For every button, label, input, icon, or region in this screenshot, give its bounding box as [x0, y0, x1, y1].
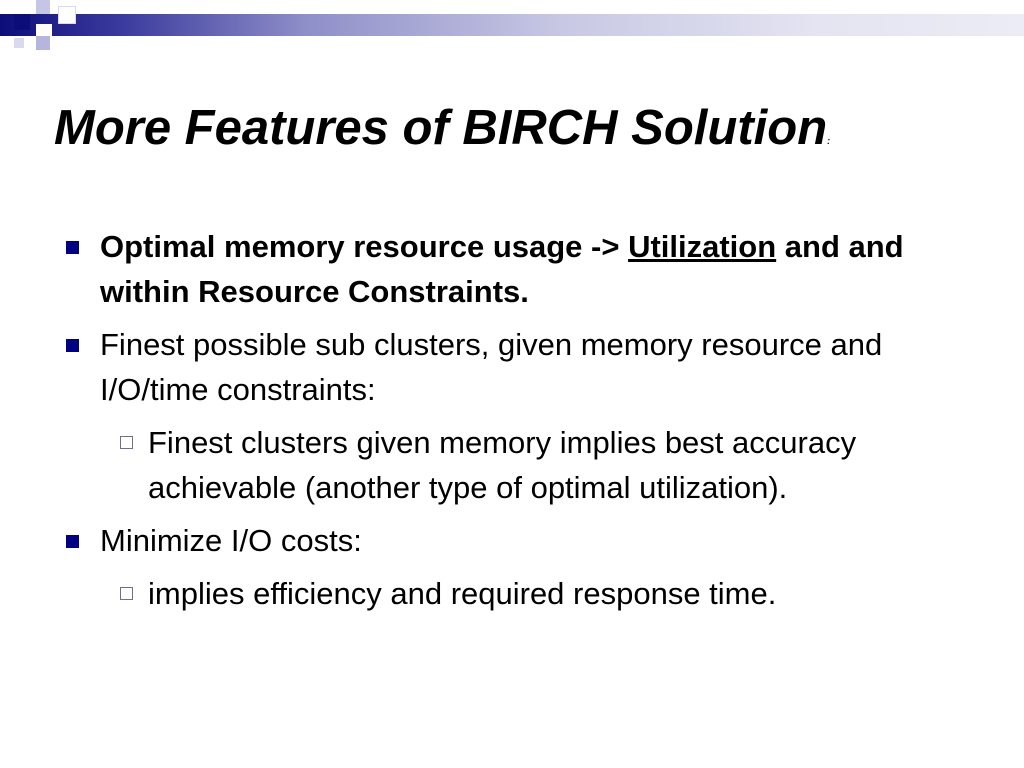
bullet-2-text: Finest possible sub clusters, given memory resource and I/O/time constraints:	[100, 327, 883, 407]
decor-square-navy-1	[14, 14, 30, 30]
decor-square-white-2	[58, 6, 76, 24]
hollow-square-bullet-icon	[120, 587, 133, 600]
bullet-3-text: Minimize I/O costs:	[100, 523, 362, 558]
slide-content	[66, 224, 966, 624]
slide-title-suffix: :	[827, 136, 831, 146]
sub-bullet-3-1-text: implies efficiency and required response time.	[148, 576, 777, 611]
square-bullet-icon	[66, 535, 79, 548]
bullet-item-3	[66, 518, 966, 563]
sub-bullet-item-2-1	[66, 420, 966, 510]
bullet-item-2	[66, 322, 966, 412]
bullet-1-underlined-text: Utilization	[628, 229, 777, 264]
slide-title-text: More Features of BIRCH Solution	[54, 101, 828, 155]
slide-title	[54, 100, 830, 156]
square-bullet-icon	[66, 339, 79, 352]
decor-square-white-3	[36, 24, 52, 36]
bullet-item-1	[66, 224, 966, 314]
decor-square-lavender-3	[14, 38, 24, 48]
decor-square-lavender-1	[36, 0, 50, 14]
header-band	[0, 14, 1024, 36]
bullet-1-text-b: and and within Resource Constraints.	[100, 229, 904, 309]
sub-bullet-2-1-text: Finest clusters given memory implies best accuracy achievable (another type of optimal utilization).	[148, 425, 857, 505]
decor-square-white-1	[0, 0, 14, 14]
square-bullet-icon	[66, 241, 79, 254]
decor-square-lavender-2	[36, 36, 50, 50]
hollow-square-bullet-icon	[120, 436, 133, 449]
bullet-1-text-a: Optimal memory resource usage ->	[100, 229, 629, 264]
sub-bullet-item-3-1	[66, 571, 966, 616]
